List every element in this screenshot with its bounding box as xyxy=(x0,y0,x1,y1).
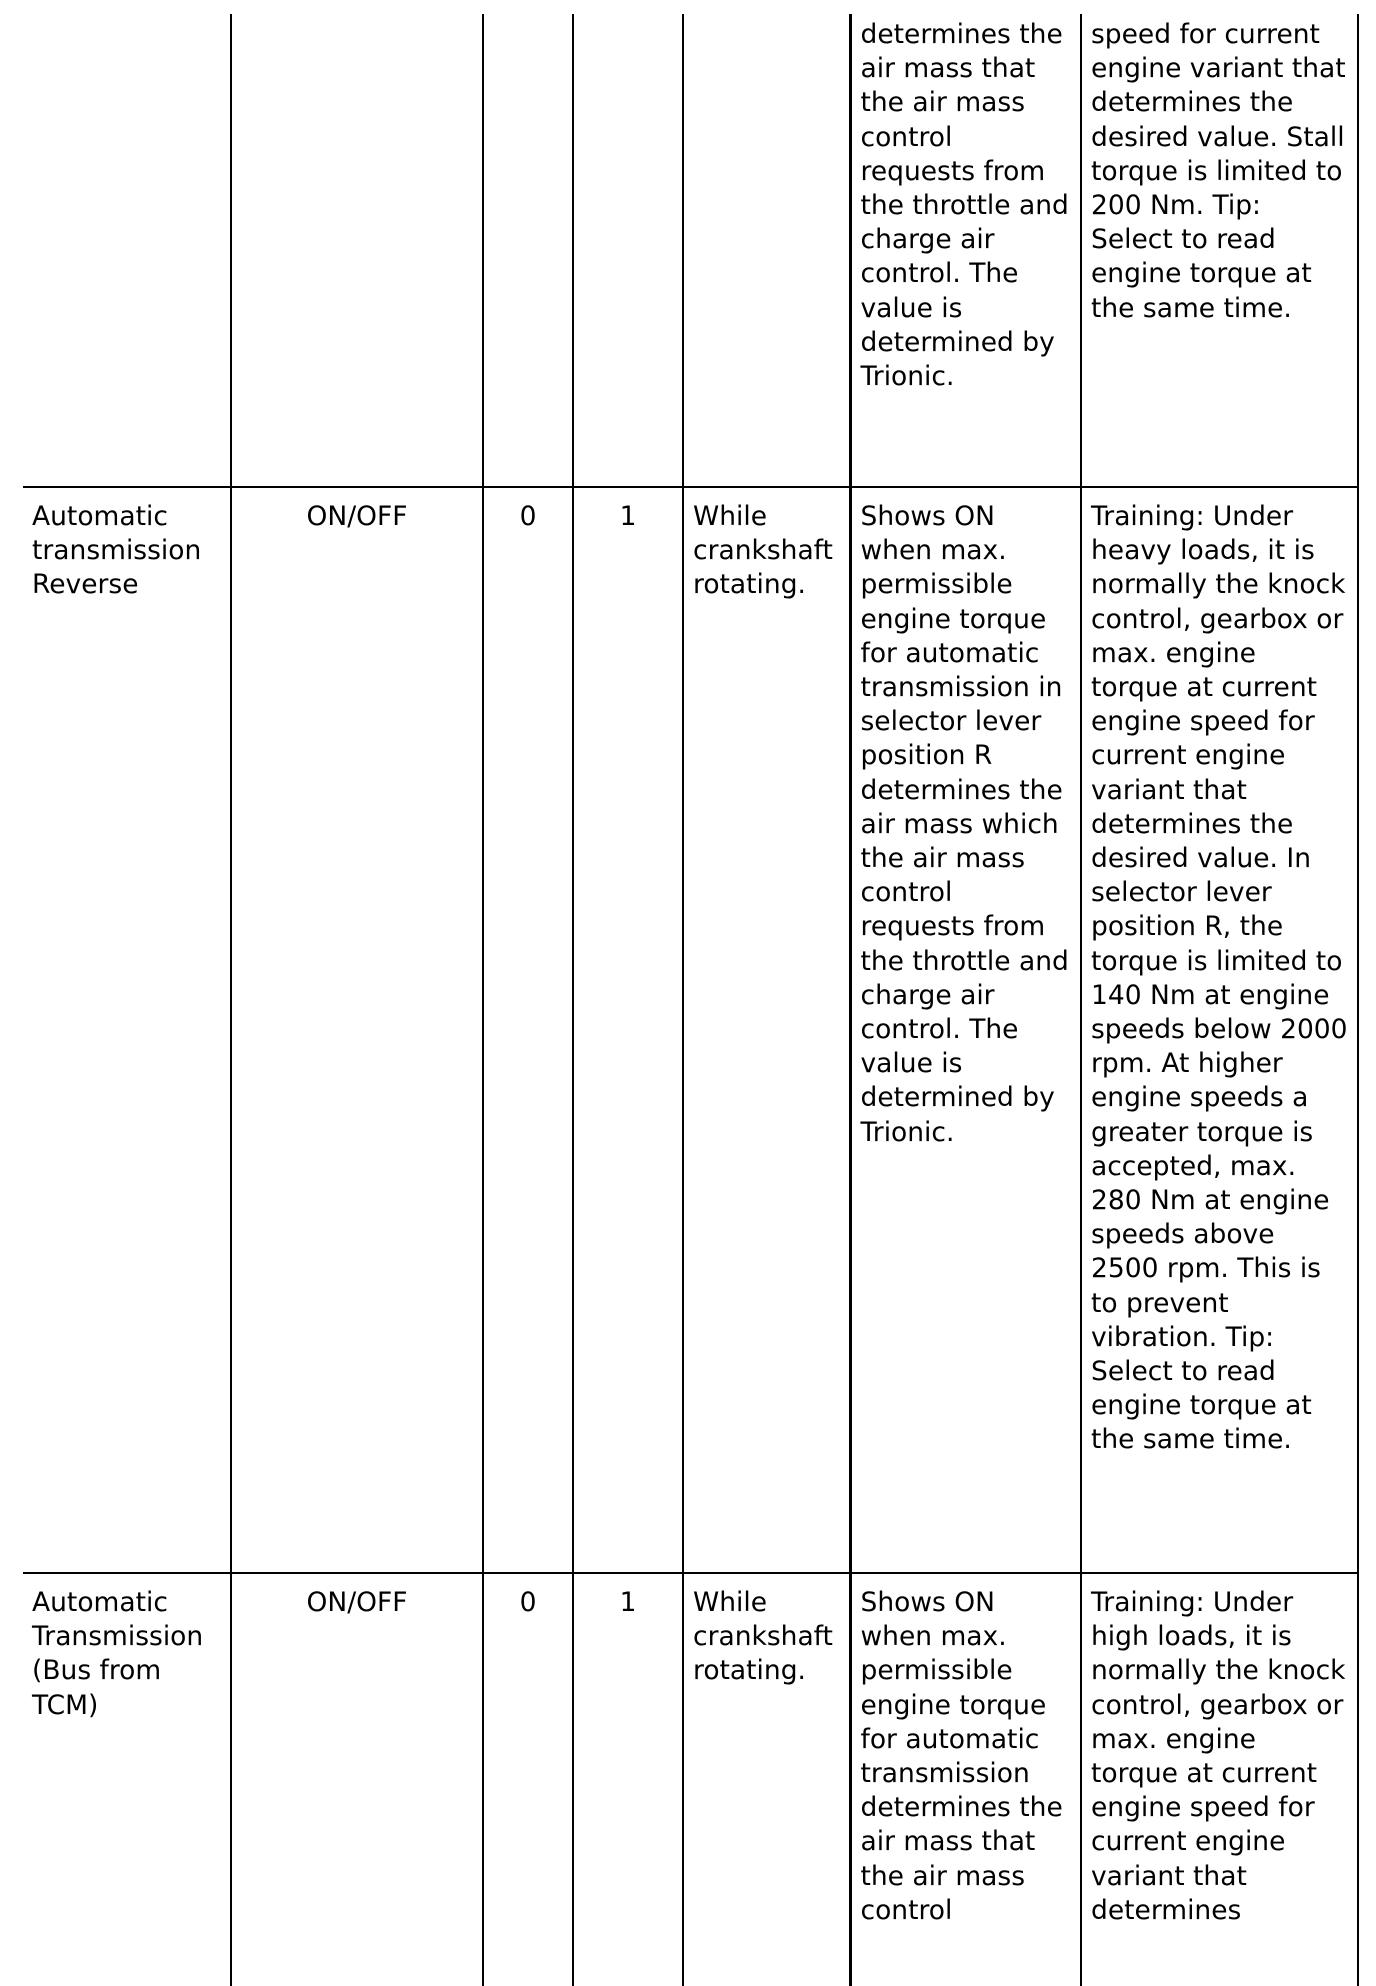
cell-type: ON/OFF xyxy=(231,487,483,1573)
cell-min: 0 xyxy=(483,1573,573,1986)
cell-min xyxy=(483,14,573,487)
cell-description: Shows ON when max. permissible engine torque for automatic transmission in selector lever position R determines the air mass which the air mass control requests from the throttle and charge air control. The value is determined by Trionic. xyxy=(850,487,1081,1573)
cell-max xyxy=(573,14,683,487)
cell-condition xyxy=(683,14,850,487)
cell-type xyxy=(231,14,483,487)
cell-name xyxy=(23,14,231,487)
cell-max: 1 xyxy=(573,487,683,1573)
table-row xyxy=(23,1573,1358,1986)
cell-min: 0 xyxy=(483,487,573,1573)
cell-condition: While crankshaft rotating. xyxy=(683,487,850,1573)
cell-comment: Training: Under heavy loads, it is normally the knock control, gearbox or max. engine torque at current engine speed for current engine variant that determines the desired value. In selector lever position R, the torque is limited to 140 Nm at engine speeds below 2000 rpm. At higher engine speeds a greater torque is accepted, max. 280 Nm at engine speeds above 2500 rpm. This is to prevent vibration. Tip: Select to read engine torque at the same time. xyxy=(1081,487,1358,1573)
cell-condition: While crankshaft rotating. xyxy=(683,1573,850,1986)
cell-comment: Training: Under high loads, it is normally the knock control, gearbox or max. engine torque at current engine speed for current engine variant that determines xyxy=(1081,1573,1358,1986)
cell-max: 1 xyxy=(573,1573,683,1986)
parameter-table xyxy=(23,14,1359,1986)
cell-description: determines the air mass that the air mass control requests from the throttle and charge air control. The value is determined by Trionic. xyxy=(850,14,1081,487)
table-row xyxy=(23,487,1358,1573)
table-row-continued xyxy=(23,14,1358,487)
cell-name: Automatic Transmission (Bus from TCM) xyxy=(23,1573,231,1986)
cell-type: ON/OFF xyxy=(231,1573,483,1986)
cell-comment: speed for current engine variant that determines the desired value. Stall torque is limited to 200 Nm. Tip: Select to read engine torque at the same time. xyxy=(1081,14,1358,487)
cell-description: Shows ON when max. permissible engine torque for automatic transmission determines the air mass that the air mass control xyxy=(850,1573,1081,1986)
cell-name: Automatic transmission Reverse xyxy=(23,487,231,1573)
